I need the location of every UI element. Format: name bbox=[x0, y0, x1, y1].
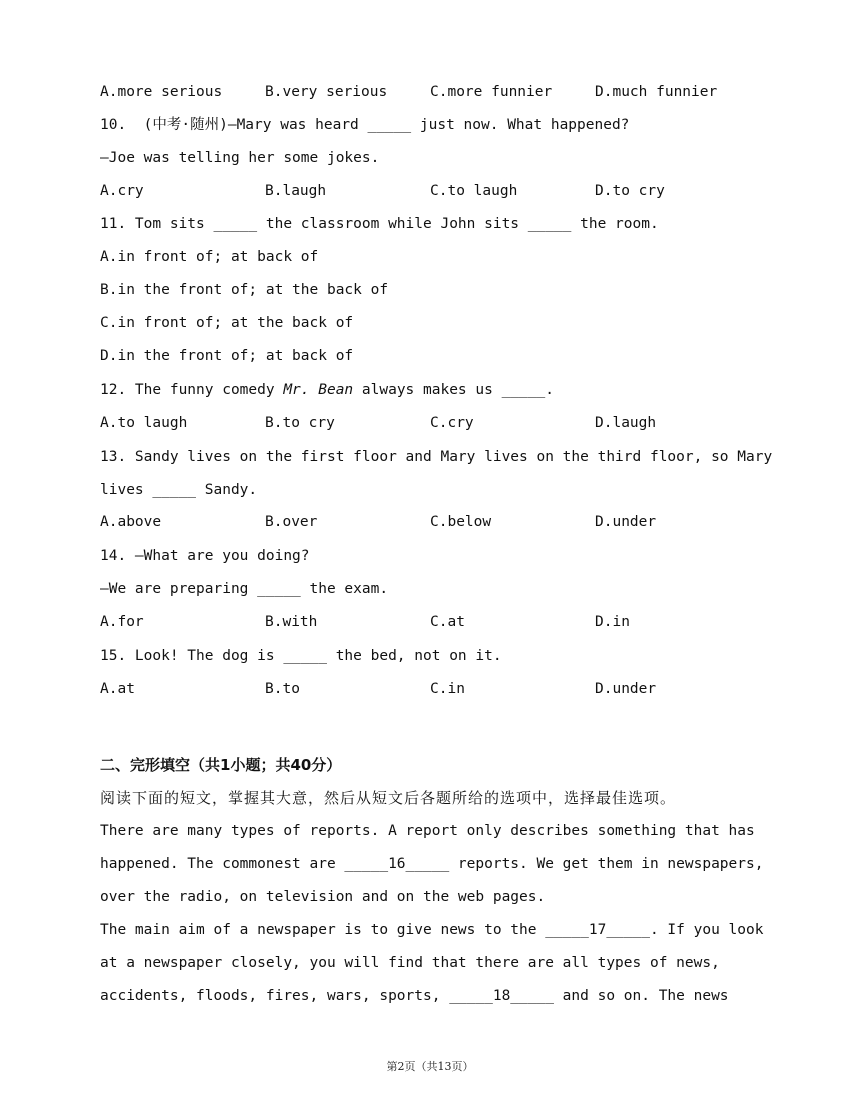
passage-line-2: happened. The commonest are _____16_____ reports. We get them in newspapers, bbox=[100, 856, 764, 872]
q10-option-b: B.laugh bbox=[265, 183, 327, 199]
q10-options bbox=[100, 181, 780, 201]
q14-option-c: C.at bbox=[430, 614, 465, 630]
q11-option-a: A.in front of; at back of bbox=[100, 249, 319, 265]
passage-line-4: The main aim of a newspaper is to give news to the _____17_____. If you look bbox=[100, 922, 764, 938]
q15-option-b: B.to bbox=[265, 681, 300, 697]
q14-stem: 14. —What are you doing? bbox=[100, 548, 310, 564]
q15-stem: 15. Look! The dog is _____ the bed, not on it. bbox=[100, 648, 502, 664]
q12-stem bbox=[100, 380, 554, 400]
q15-option-c: C.in bbox=[430, 681, 465, 697]
passage-line-5: at a newspaper closely, you will find that there are all types of news, bbox=[100, 955, 720, 971]
q13-option-b: B.over bbox=[265, 514, 318, 530]
q12-options bbox=[100, 413, 780, 433]
section-instruction: 阅读下面的短文，掌握其大意，然后从短文后各题所给的选项中，选择最佳选项。 bbox=[100, 789, 677, 807]
page-number-footer: 第2页（共13页） bbox=[386, 1060, 474, 1073]
q10-option-d: D.to cry bbox=[595, 183, 665, 199]
q15-options bbox=[100, 679, 780, 699]
passage-line-3: over the radio, on television and on the web pages. bbox=[100, 889, 546, 905]
q11-option-b: B.in the front of; at the back of bbox=[100, 282, 389, 298]
section-heading: 二、完形填空（共1小题；共40分） bbox=[100, 756, 342, 774]
passage-line-6: accidents, floods, fires, wars, sports, _____18_____ and so on. The news bbox=[100, 988, 729, 1004]
q12-option-d: D.laugh bbox=[595, 415, 657, 431]
q9-options bbox=[100, 82, 780, 102]
q9-option-d: D.much funnier bbox=[595, 84, 718, 100]
q14-options bbox=[100, 612, 780, 632]
q13-option-c: C.below bbox=[430, 514, 492, 530]
q11-option-c: C.in front of; at the back of bbox=[100, 315, 354, 331]
q9-option-a: A.more serious bbox=[100, 84, 223, 100]
q10-stem: 10. (中考·随州)—Mary was heard _____ just now. What happened? bbox=[100, 117, 630, 133]
q11-option-d: D.in the front of; at back of bbox=[100, 348, 354, 364]
q13-stem: 13. Sandy lives on the first floor and Mary lives on the third floor, so Mary bbox=[100, 449, 773, 465]
q9-option-c: C.more funnier bbox=[430, 84, 553, 100]
q12-option-a: A.to laugh bbox=[100, 415, 188, 431]
q15-option-a: A.at bbox=[100, 681, 135, 697]
q15-option-d: D.under bbox=[595, 681, 657, 697]
q13-stem-cont: lives _____ Sandy. bbox=[100, 482, 258, 498]
q13-options bbox=[100, 512, 780, 532]
q14-option-d: D.in bbox=[595, 614, 630, 630]
q13-option-d: D.under bbox=[595, 514, 657, 530]
q12-stem-post: always makes us _____. bbox=[353, 382, 554, 398]
q10-stem-response: —Joe was telling her some jokes. bbox=[100, 150, 380, 166]
q9-option-b: B.very serious bbox=[265, 84, 388, 100]
q12-stem-pre: 12. The funny comedy bbox=[100, 382, 284, 398]
q11-stem: 11. Tom sits _____ the classroom while John sits _____ the room. bbox=[100, 216, 659, 232]
q14-option-b: B.with bbox=[265, 614, 318, 630]
q12-option-c: C.cry bbox=[430, 415, 474, 431]
q12-option-b: B.to cry bbox=[265, 415, 335, 431]
q14-stem-response: —We are preparing _____ the exam. bbox=[100, 581, 389, 597]
q10-option-a: A.cry bbox=[100, 183, 144, 199]
q12-stem-title: Mr. Bean bbox=[283, 382, 354, 398]
q13-option-a: A.above bbox=[100, 514, 162, 530]
q10-option-c: C.to laugh bbox=[430, 183, 518, 199]
passage-line-1: There are many types of reports. A report only describes something that has bbox=[100, 823, 755, 839]
q14-option-a: A.for bbox=[100, 614, 144, 630]
